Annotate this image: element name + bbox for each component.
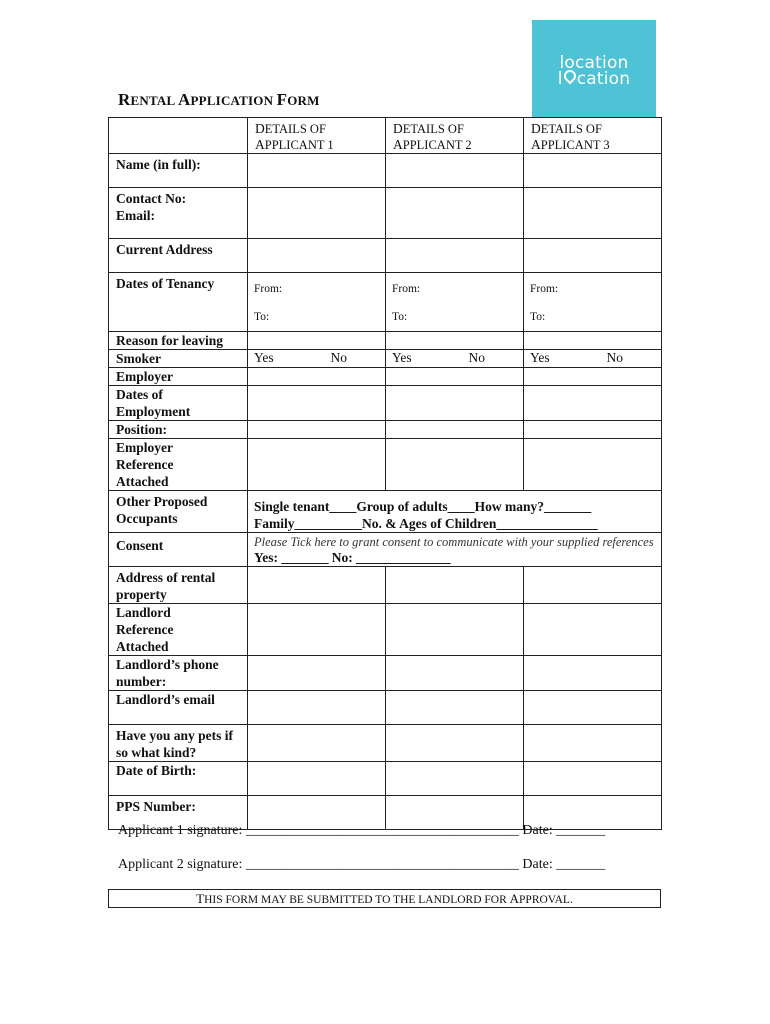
dob-label: Date of Birth: bbox=[109, 762, 248, 796]
applicant-2-signature-line[interactable]: Applicant 2 signature: _______________________________________ Date: _______ bbox=[118, 857, 606, 872]
header-applicant-3: DETAILS OF APPLICANT 3 bbox=[524, 118, 662, 154]
landlord-email-field-1[interactable] bbox=[248, 691, 386, 725]
employer-field-1[interactable] bbox=[248, 368, 386, 386]
employer-field-3[interactable] bbox=[524, 368, 662, 386]
application-table bbox=[108, 117, 662, 830]
employment-dates-field-3[interactable] bbox=[524, 386, 662, 421]
form-title: RENTAL APPLICATION FORM bbox=[118, 90, 320, 109]
rental-address-label: Address of rental property bbox=[109, 567, 248, 604]
consent-label: Consent bbox=[109, 533, 248, 567]
landlord-reference-label: Landlord Reference Attached bbox=[109, 604, 248, 656]
landlord-email-field-3[interactable] bbox=[524, 691, 662, 725]
dob-field-2[interactable] bbox=[386, 762, 524, 796]
employment-dates-field-1[interactable] bbox=[248, 386, 386, 421]
reason-field-1[interactable] bbox=[248, 332, 386, 350]
smoker-label: Smoker bbox=[109, 350, 248, 368]
map-pin-icon bbox=[561, 68, 578, 85]
reason-label: Reason for leaving bbox=[109, 332, 248, 350]
rental-address-field-2[interactable] bbox=[386, 567, 524, 604]
header-applicant-2: DETAILS OF APPLICANT 2 bbox=[386, 118, 524, 154]
dates-of-tenancy-label: Dates of Tenancy bbox=[109, 273, 248, 332]
address-field-3[interactable] bbox=[524, 239, 662, 273]
consent-field[interactable]: Please Tick here to grant consent to communicate with your supplied references Yes: _______ No: ______________ bbox=[248, 533, 662, 567]
smoker-field-3[interactable]: Yes No bbox=[524, 350, 662, 368]
pets-field-2[interactable] bbox=[386, 725, 524, 762]
contact-field-3[interactable] bbox=[524, 188, 662, 239]
rental-address-field-1[interactable] bbox=[248, 567, 386, 604]
landlord-phone-label: Landlord’s phone number: bbox=[109, 656, 248, 691]
landlord-reference-field-3[interactable] bbox=[524, 604, 662, 656]
pets-field-3[interactable] bbox=[524, 725, 662, 762]
tenancy-field-1[interactable]: From: To: bbox=[248, 273, 386, 332]
employer-field-2[interactable] bbox=[386, 368, 524, 386]
employer-reference-field-2[interactable] bbox=[386, 439, 524, 491]
contact-field-2[interactable] bbox=[386, 188, 524, 239]
landlord-email-label: Landlord’s email bbox=[109, 691, 248, 725]
landlord-reference-field-2[interactable] bbox=[386, 604, 524, 656]
contact-field-1[interactable] bbox=[248, 188, 386, 239]
dates-of-employment-label: Dates of Employment bbox=[109, 386, 248, 421]
address-field-1[interactable] bbox=[248, 239, 386, 273]
dob-field-1[interactable] bbox=[248, 762, 386, 796]
employer-label: Employer bbox=[109, 368, 248, 386]
rental-address-field-3[interactable] bbox=[524, 567, 662, 604]
reason-field-2[interactable] bbox=[386, 332, 524, 350]
smoker-field-2[interactable]: Yes No bbox=[386, 350, 524, 368]
position-label: Position: bbox=[109, 421, 248, 439]
employment-dates-field-2[interactable] bbox=[386, 386, 524, 421]
position-field-3[interactable] bbox=[524, 421, 662, 439]
employer-reference-field-1[interactable] bbox=[248, 439, 386, 491]
other-occupants-label: Other Proposed Occupants bbox=[109, 491, 248, 533]
employer-reference-label: Employer Reference Attached bbox=[109, 439, 248, 491]
name-label: Name (in full): bbox=[109, 154, 248, 188]
header-blank bbox=[109, 118, 248, 154]
name-field-1[interactable] bbox=[248, 154, 386, 188]
current-address-label: Current Address bbox=[109, 239, 248, 273]
location-location-logo bbox=[532, 20, 656, 118]
tenancy-field-2[interactable]: From: To: bbox=[386, 273, 524, 332]
pps-label: PPS Number: bbox=[109, 796, 248, 830]
landlord-phone-field-3[interactable] bbox=[524, 656, 662, 691]
footer-note: THIS FORM MAY BE SUBMITTED TO THE LANDLORD FOR APPROVAL. bbox=[108, 889, 661, 908]
name-field-2[interactable] bbox=[386, 154, 524, 188]
landlord-reference-field-1[interactable] bbox=[248, 604, 386, 656]
address-field-2[interactable] bbox=[386, 239, 524, 273]
name-field-3[interactable] bbox=[524, 154, 662, 188]
position-field-1[interactable] bbox=[248, 421, 386, 439]
applicant-1-signature-line[interactable]: Applicant 1 signature: _______________________________________ Date: _______ bbox=[118, 823, 606, 838]
occupants-field[interactable]: Single tenant____Group of adults____How many?_______ Family__________No. & Ages of Children_______________ bbox=[248, 491, 662, 533]
logo-line-2: l cation bbox=[557, 69, 631, 89]
contact-email-label: Contact No: Email: bbox=[109, 188, 248, 239]
dob-field-3[interactable] bbox=[524, 762, 662, 796]
landlord-phone-field-1[interactable] bbox=[248, 656, 386, 691]
tenancy-field-3[interactable]: From: To: bbox=[524, 273, 662, 332]
header-applicant-1: DETAILS OF APPLICANT 1 bbox=[248, 118, 386, 154]
employer-reference-field-3[interactable] bbox=[524, 439, 662, 491]
smoker-field-1[interactable]: Yes No bbox=[248, 350, 386, 368]
pets-field-1[interactable] bbox=[248, 725, 386, 762]
landlord-email-field-2[interactable] bbox=[386, 691, 524, 725]
pets-label: Have you any pets if so what kind? bbox=[109, 725, 248, 762]
logo-line-1: location bbox=[559, 53, 629, 73]
position-field-2[interactable] bbox=[386, 421, 524, 439]
reason-field-3[interactable] bbox=[524, 332, 662, 350]
landlord-phone-field-2[interactable] bbox=[386, 656, 524, 691]
